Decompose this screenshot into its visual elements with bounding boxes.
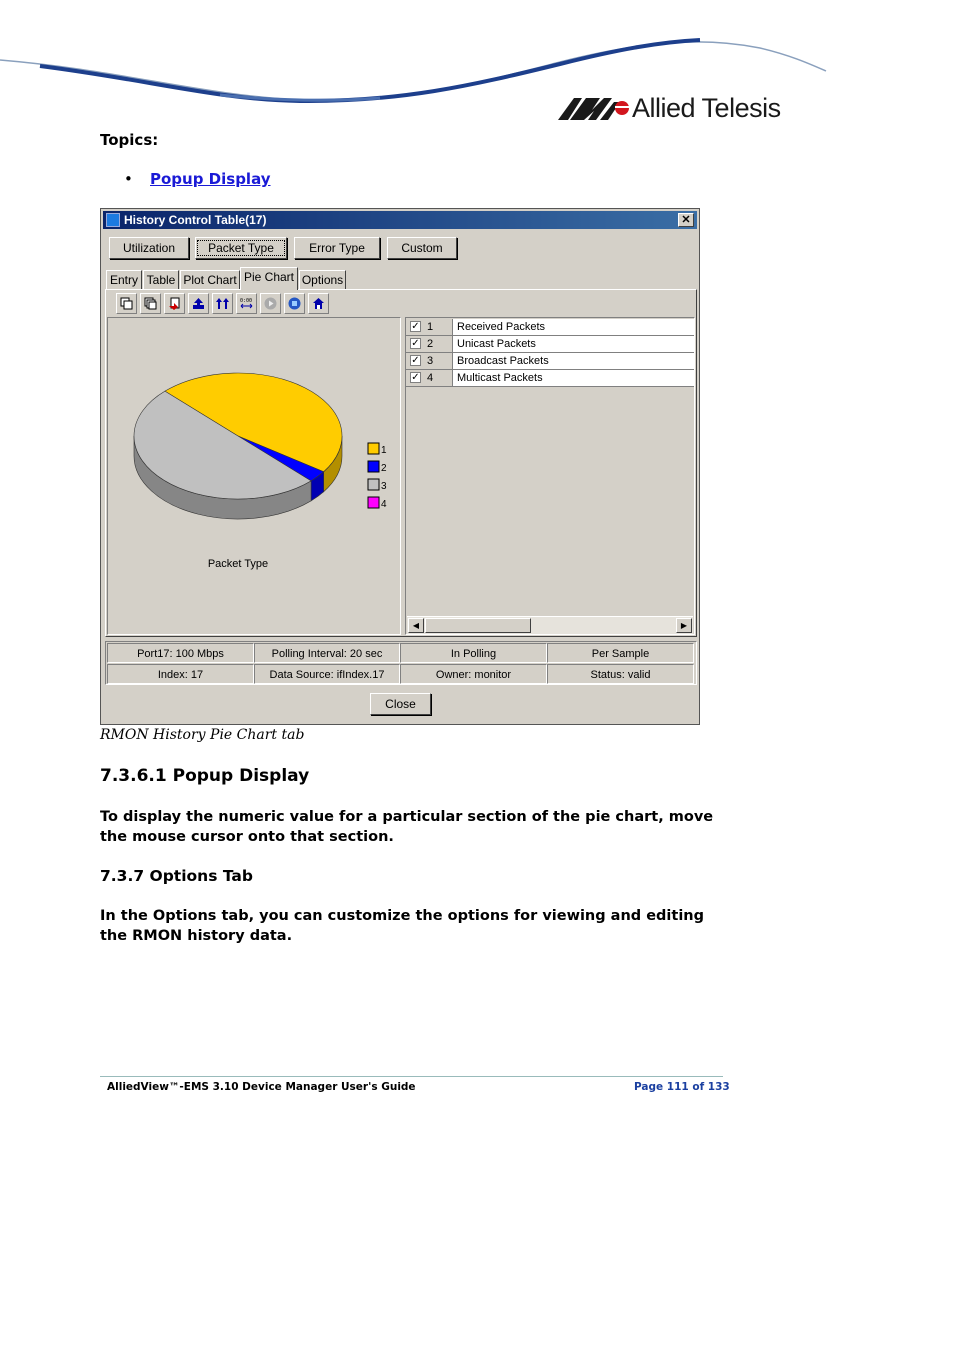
legend-label-1: 1 bbox=[381, 445, 387, 456]
tab-entry[interactable]: Entry bbox=[106, 270, 142, 289]
series-checkbox[interactable]: ✓ bbox=[411, 355, 420, 366]
legend-swatch-4 bbox=[368, 497, 379, 508]
history-control-dialog bbox=[100, 208, 700, 725]
series-id: 2 bbox=[427, 338, 434, 350]
copy-all-icon[interactable] bbox=[140, 293, 161, 314]
status-port: Port17: 100 Mbps bbox=[107, 643, 254, 663]
close-icon[interactable]: ✕ bbox=[678, 213, 694, 227]
legend-label-4: 4 bbox=[381, 499, 387, 510]
topics-label: Topics: bbox=[100, 131, 159, 149]
series-checkbox[interactable]: ✓ bbox=[411, 338, 420, 349]
legend-swatch-2 bbox=[368, 461, 379, 472]
upload-all-icon[interactable] bbox=[212, 293, 233, 314]
custom-button[interactable]: Custom bbox=[387, 237, 457, 259]
series-list-pane bbox=[405, 317, 695, 635]
import-icon[interactable] bbox=[164, 293, 185, 314]
chart-pane bbox=[107, 317, 401, 635]
section-heading-popup-display: 7.3.6.1 Popup Display bbox=[100, 766, 310, 786]
upload-icon[interactable] bbox=[188, 293, 209, 314]
status-owner: Owner: monitor bbox=[400, 664, 547, 684]
list-item[interactable] bbox=[406, 370, 694, 387]
status-index: Index: 17 bbox=[107, 664, 254, 684]
status-polling-interval: Polling Interval: 20 sec bbox=[254, 643, 400, 663]
series-id: 4 bbox=[427, 372, 434, 384]
tab-pie-chart[interactable]: Pie Chart bbox=[240, 267, 298, 290]
footer-title: AlliedView™-EMS 3.10 Device Manager User's Guide bbox=[107, 1081, 416, 1093]
series-name: Unicast Packets bbox=[452, 336, 694, 352]
logo-text: Allied Telesis bbox=[632, 93, 781, 123]
bullet: • bbox=[124, 170, 133, 188]
list-item[interactable] bbox=[406, 319, 694, 336]
status-valid: Status: valid bbox=[547, 664, 694, 684]
list-item[interactable] bbox=[406, 336, 694, 353]
counter-icon[interactable] bbox=[236, 293, 257, 314]
pie-chart[interactable] bbox=[108, 318, 400, 634]
series-checkbox[interactable]: ✓ bbox=[411, 321, 420, 332]
window-title: History Control Table(17) bbox=[124, 213, 267, 227]
window-icon bbox=[106, 213, 120, 227]
legend-swatch-1 bbox=[368, 443, 379, 454]
series-id: 3 bbox=[427, 355, 434, 367]
status-sample-mode: Per Sample bbox=[547, 643, 694, 663]
topic-link-popup-display[interactable]: Popup Display bbox=[150, 170, 271, 188]
series-checkbox[interactable]: ✓ bbox=[411, 372, 420, 383]
copy-icon[interactable] bbox=[116, 293, 137, 314]
packet-type-button[interactable]: Packet Type bbox=[195, 237, 287, 259]
horizontal-scrollbar[interactable] bbox=[407, 616, 693, 634]
tab-table[interactable]: Table bbox=[143, 270, 179, 289]
svg-text:0:00: 0:00 bbox=[240, 298, 253, 304]
home-icon[interactable] bbox=[308, 293, 329, 314]
pie-chart-panel bbox=[105, 289, 697, 637]
series-name: Received Packets bbox=[452, 319, 694, 335]
list-item[interactable] bbox=[406, 353, 694, 370]
scroll-left-icon[interactable]: ◀ bbox=[408, 618, 424, 633]
section-heading-options-tab: 7.3.7 Options Tab bbox=[100, 867, 253, 885]
footer-divider bbox=[100, 1076, 723, 1077]
stop-icon[interactable] bbox=[284, 293, 305, 314]
status-polling-state: In Polling bbox=[400, 643, 547, 663]
utilization-button[interactable]: Utilization bbox=[109, 237, 189, 259]
header-swoosh bbox=[0, 0, 954, 110]
series-id: 1 bbox=[427, 321, 434, 333]
play-icon[interactable] bbox=[260, 293, 281, 314]
chart-xlabel: Packet Type bbox=[207, 558, 269, 570]
title-bar bbox=[103, 211, 697, 229]
legend-swatch-3 bbox=[368, 479, 379, 490]
error-type-button[interactable]: Error Type bbox=[294, 237, 380, 259]
scroll-thumb[interactable] bbox=[425, 618, 531, 633]
scroll-right-icon[interactable]: ▶ bbox=[676, 618, 692, 633]
close-button[interactable]: Close bbox=[370, 693, 431, 715]
status-area bbox=[105, 641, 697, 685]
tab-plot-chart[interactable]: Plot Chart bbox=[180, 270, 240, 289]
figure-caption: RMON History Pie Chart tab bbox=[100, 727, 305, 743]
section-text-options-tab: In the Options tab, you can customize the options for viewing and editing the RMON history data. bbox=[100, 908, 705, 944]
legend-label-3: 3 bbox=[381, 481, 387, 492]
series-name: Broadcast Packets bbox=[452, 353, 694, 369]
tab-options[interactable]: Options bbox=[299, 270, 346, 289]
section-text-popup-display: To display the numeric value for a particular section of the pie chart, move the mouse cursor onto that section. bbox=[100, 809, 714, 845]
page-number: Page 111 of 133 bbox=[634, 1081, 730, 1093]
status-data-source: Data Source: ifIndex.17 bbox=[254, 664, 400, 684]
legend-label-2: 2 bbox=[381, 463, 387, 474]
series-name: Multicast Packets bbox=[452, 370, 694, 386]
